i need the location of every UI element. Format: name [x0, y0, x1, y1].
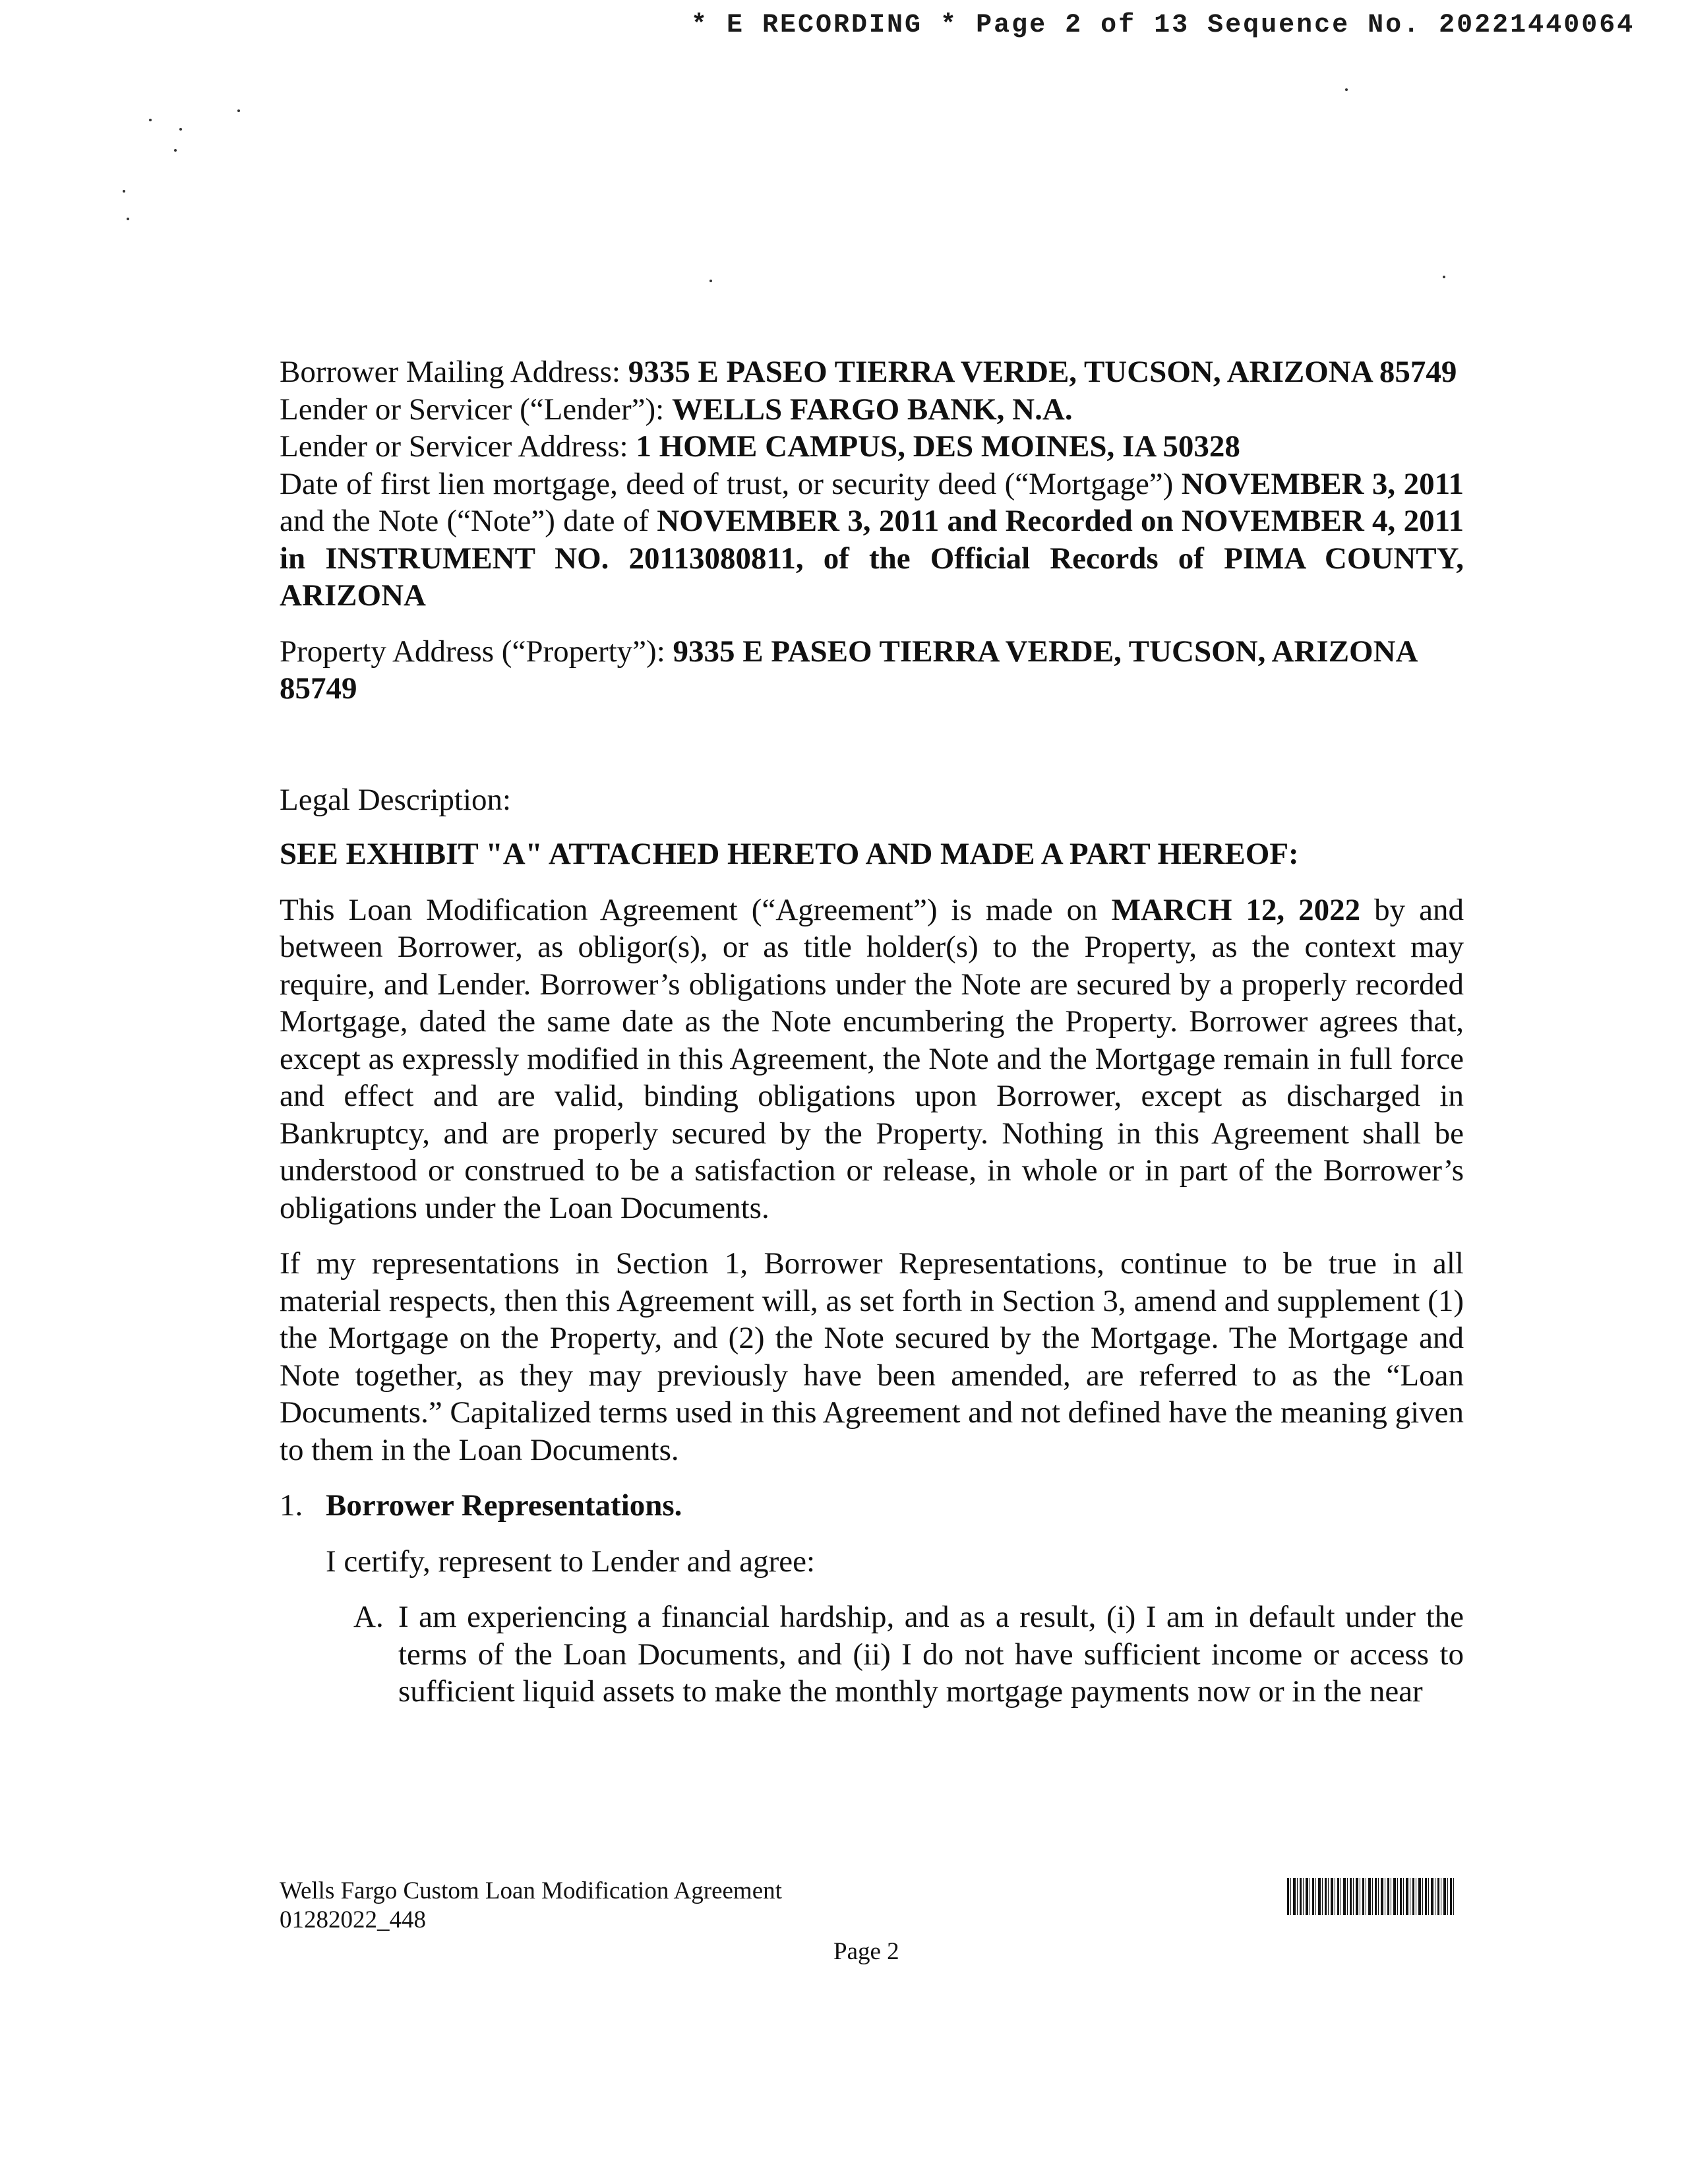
field-label: Date of first lien mortgage, deed of trust, or security deed (“Mortgage”): [280, 466, 1182, 501]
field-label: Borrower Mailing Address:: [280, 355, 628, 389]
footer: [280, 1877, 782, 1935]
list-letter: A.: [353, 1600, 384, 1634]
field-value: WELLS FARGO BANK, N.A.: [671, 392, 1073, 427]
agreement-date: MARCH 12, 2022: [1111, 892, 1361, 927]
footer-code: 01282022_448: [280, 1906, 426, 1933]
section-heading: [280, 1487, 1464, 1525]
field-label: Lender or Servicer Address:: [280, 429, 636, 464]
paragraph-text: This Loan Modification Agreement (“Agreement”) is made on: [280, 892, 1112, 927]
agreement-paragraph: [280, 892, 1464, 1227]
scan-speck: [1443, 276, 1445, 278]
scan-speck: [179, 128, 182, 131]
barcode-icon: [1287, 1878, 1455, 1915]
section-title: Borrower Representations.: [326, 1488, 682, 1523]
field-label: Lender or Servicer (“Lender”):: [280, 392, 672, 427]
borrower-mailing-address: [280, 353, 1464, 391]
list-item: [280, 1598, 1464, 1711]
field-label: Property Address (“Property”):: [280, 634, 673, 669]
representations-paragraph: If my representations in Section 1, Borrower Representations, continue to be true in all material respects, then this Agreement will, as set forth in Section 3, amend and supplement (1) the Mortgage on the Property, and (2) the Note secured by the Mortgage. The Mortgage and Note together, as they may previously have been amended, are referred to as the “Loan Documents.” Capitalized terms used in this Agreement and not defined have the meaning given to them in the Loan Documents.: [280, 1246, 1464, 1467]
section-intro: I certify, represent to Lender and agree:: [326, 1544, 816, 1579]
paragraph-text: by and between Borrower, as obligor(s), or as title holder(s) to the Property, as the context may require, and Lender. Borrower’s obligations under the Note are secured by a properly recorded Mortgage, dated the same date as the Note encumbering the Property. Borrower agrees that, except as expressly modified in this Agreement, the Note and the Mortgage remain in full force and effect and are valid, binding obligations upon Borrower, except as discharged in Bankruptcy, and are properly secured by the Property. Nothing in this Agreement shall be understood or construed to be a satisfaction or release, in whole or in part of the Borrower’s obligations under the Loan Documents.: [280, 892, 1464, 1225]
field-value: NOVEMBER 3, 2011 and Recorded on NOVEMBER 4, 2011 in INSTRUMENT NO. 20113080811, of the Official Records of PIMA COUNTY, ARIZONA: [280, 504, 1464, 613]
scan-speck: [149, 119, 152, 121]
scan-speck: [127, 218, 129, 220]
footer-title: Wells Fargo Custom Loan Modification Agreement: [280, 1877, 782, 1904]
scan-speck: [709, 280, 712, 282]
property-address: [280, 633, 1464, 708]
field-value: 9335 E PASEO TIERRA VERDE, TUCSON, ARIZONA 85749: [280, 634, 1416, 706]
scan-speck: [237, 109, 240, 112]
lender: [280, 391, 1464, 429]
field-value: 9335 E PASEO TIERRA VERDE, TUCSON, ARIZONA 85749: [628, 355, 1457, 389]
exhibit-line: [280, 835, 1464, 873]
exhibit-text: SEE EXHIBIT "A" ATTACHED HERETO AND MADE A PART HEREOF:: [280, 837, 1299, 871]
section-number: 1.: [280, 1488, 303, 1523]
lender-address: [280, 428, 1464, 466]
field-value: 1 HOME CAMPUS, DES MOINES, IA 50328: [636, 429, 1240, 464]
field-value: NOVEMBER 3, 2011: [1181, 466, 1464, 501]
scan-speck: [1345, 88, 1348, 91]
document-body: [280, 353, 1464, 1711]
list-item-text: I am experiencing a financial hardship, and as a result, (i) I am in default under the terms of the Loan Documents, and (ii) I do not have sufficient income or access to sufficient liquid assets to make the monthly mortgage payments now or in the near: [398, 1600, 1464, 1709]
field-label: and the Note (“Note”) date of: [280, 504, 657, 538]
scan-speck: [123, 190, 125, 193]
recording-header: * E RECORDING * Page 2 of 13 Sequence No. 20221440064: [691, 11, 1635, 40]
scan-speck: [174, 149, 177, 152]
legal-description-label: Legal Description:: [280, 782, 512, 817]
mortgage-date: [280, 466, 1464, 615]
page-number: Page 2: [833, 1938, 899, 1965]
